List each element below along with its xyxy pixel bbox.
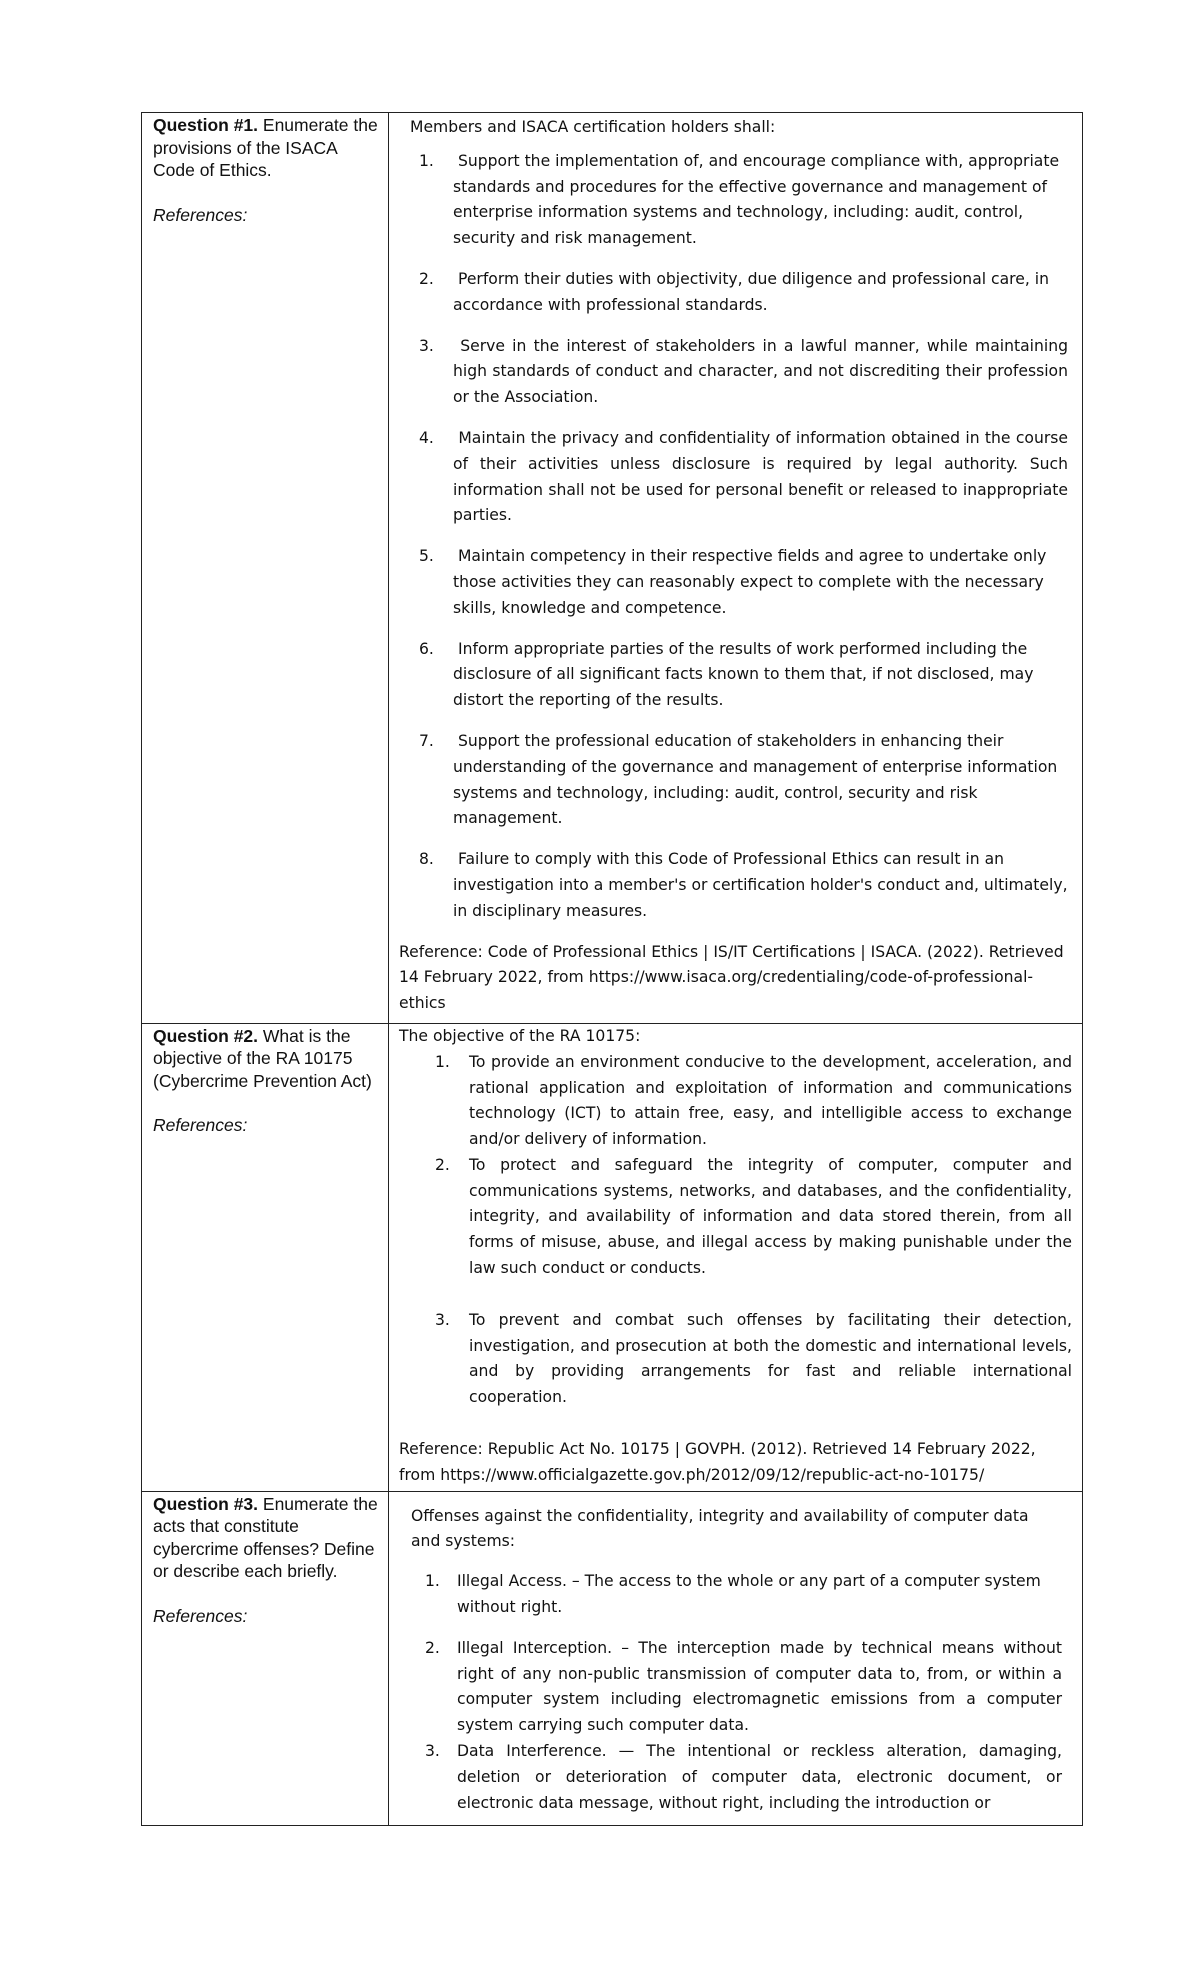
item-number: 2. bbox=[425, 1638, 440, 1657]
question-box bbox=[142, 113, 388, 226]
list-item bbox=[389, 1739, 1062, 1816]
references-label: References: bbox=[153, 204, 248, 225]
question-label: Question #1. bbox=[153, 115, 259, 135]
question-cell bbox=[142, 1023, 389, 1491]
item-number: 2. bbox=[419, 269, 434, 288]
table-row bbox=[142, 1023, 1083, 1491]
list-item bbox=[399, 1050, 1072, 1153]
list-item bbox=[389, 1569, 1062, 1621]
item-text: Maintain the privacy and confidentiality of information obtained in the course of their activities unless disclosure is required by legal authority. Such information shall not be used for personal benefit or released to inappropriate parties. bbox=[453, 428, 1068, 525]
answer-box bbox=[389, 113, 1082, 1023]
answer-box bbox=[389, 1492, 1082, 1817]
item-number: 3. bbox=[425, 1742, 440, 1761]
item-number: 1. bbox=[435, 1052, 450, 1071]
answer-intro: Offenses against the confidentiality, integrity and availability of computer data and systems: bbox=[411, 1506, 1029, 1551]
answer-cell bbox=[389, 1491, 1083, 1825]
item-text: Illegal Interception. – The interception made by technical means without right of any non-public transmission of computer data to, from, or within a computer system including electromagnetic emissions from a computer system carrying such computer data. bbox=[457, 1638, 1062, 1735]
list-item bbox=[399, 1308, 1072, 1411]
qa-table bbox=[141, 112, 1083, 1826]
list-item bbox=[399, 1153, 1072, 1282]
item-number: 6. bbox=[419, 639, 434, 658]
answer-list bbox=[399, 149, 1068, 925]
table-row bbox=[142, 1491, 1083, 1825]
question-text: Enumerate the provisions of the ISACA Code of Ethics. bbox=[153, 115, 378, 180]
item-number: 7. bbox=[419, 731, 434, 750]
list-item bbox=[369, 334, 1068, 411]
list-item bbox=[369, 729, 1068, 832]
item-text: Data Interference. — The intentional or reckless alteration, damaging, deletion or deterioration of computer data, electronic document, or electronic data message, without right, including the introduction or bbox=[457, 1742, 1062, 1812]
item-text: Failure to comply with this Code of Professional Ethics can result in an investigation into a member's or certification holder's conduct and, ultimately, in disciplinary measures. bbox=[453, 850, 1068, 920]
answer-intro: Members and ISACA certification holders shall: bbox=[410, 118, 776, 136]
item-text: Support the implementation of, and encourage compliance with, appropriate standards and procedures for the effective governance and management of enterprise information systems and technology, including: audit, control, security and risk management. bbox=[453, 151, 1060, 248]
item-number: 1. bbox=[425, 1572, 440, 1591]
item-number: 5. bbox=[419, 547, 434, 566]
list-item bbox=[369, 267, 1068, 319]
item-text: Serve in the interest of stakeholders in a lawful manner, while maintaining high standards of conduct and character, and not discrediting their profession or the Association. bbox=[453, 336, 1068, 407]
item-text: To prevent and combat such offenses by facilitating their detection, investigation, and prosecution at both the domestic and international levels, and by providing arrangements for fast and reliable international cooperation. bbox=[469, 1310, 1072, 1407]
question-label: Question #2. bbox=[153, 1025, 259, 1046]
question-box bbox=[142, 1492, 388, 1628]
list-item bbox=[389, 1636, 1062, 1739]
item-text: Perform their duties with objectivity, due diligence and professional care, in accordance with professional standards. bbox=[453, 269, 1049, 314]
list-item bbox=[369, 637, 1068, 714]
references-label: References: bbox=[153, 1605, 248, 1626]
table-row bbox=[142, 113, 1083, 1024]
references-label: References: bbox=[153, 1115, 248, 1136]
reference-text: Reference: Code of Professional Ethics | IS/IT Certifications | ISACA. (2022). Retrieved 14 February 2022, from https://www.isaca.org/credentialing/code-of-professional-ethics bbox=[399, 942, 1064, 1013]
answer-cell bbox=[389, 1023, 1083, 1491]
answer-list bbox=[399, 1050, 1072, 1411]
item-text: Support the professional education of stakeholders in enhancing their understanding of the governance and management of enterprise information systems and technology, including: audit, control, security and risk management. bbox=[453, 731, 1058, 828]
item-number: 2. bbox=[435, 1155, 450, 1174]
item-text: To protect and safeguard the integrity of computer, computer and communications systems, networks, and databases, and the confidentiality, integrity, and availability of information and data stored therein, from all forms of misuse, abuse, and illegal access by making punishable under the law such conduct or conducts. bbox=[469, 1155, 1072, 1278]
question-text: What is the objective of the RA 10175 (Cybercrime Prevention Act) bbox=[153, 1025, 372, 1091]
question-cell bbox=[142, 1491, 389, 1825]
list-item bbox=[369, 149, 1068, 252]
item-number: 8. bbox=[419, 850, 434, 869]
question-text: Enumerate the acts that constitute cybercrime offenses? Define or describe each briefly. bbox=[153, 1493, 378, 1582]
question-cell bbox=[142, 113, 389, 1024]
item-text: To provide an environment conducive to the development, acceleration, and rational application and exploitation of information and communications technology (ICT) to attain free, easy, and intelligible access to exchange and/or delivery of information. bbox=[469, 1052, 1072, 1149]
item-number: 3. bbox=[435, 1310, 450, 1329]
question-box bbox=[142, 1024, 388, 1137]
reference-text: Reference: Republic Act No. 10175 | GOVPH. (2012). Retrieved 14 February 2022, from https://www.officialgazette.gov.ph/2012/09/12/republic-act-no-10175/ bbox=[399, 1440, 1036, 1484]
list-item bbox=[369, 544, 1068, 621]
answer-box bbox=[389, 1024, 1082, 1491]
item-number: 1. bbox=[419, 151, 434, 170]
item-number: 3. bbox=[419, 336, 434, 355]
list-item bbox=[369, 426, 1068, 529]
question-label: Question #3. bbox=[153, 1493, 259, 1514]
list-item bbox=[369, 847, 1068, 924]
item-text: Inform appropriate parties of the results of work performed including the disclosure of all significant facts known to them that, if not disclosed, may distort the reporting of the results. bbox=[453, 639, 1034, 710]
answer-list bbox=[411, 1569, 1062, 1816]
item-text: Maintain competency in their respective fields and agree to undertake only those activities they can reasonably expect to complete with the necessary skills, knowledge and competence. bbox=[453, 547, 1047, 617]
item-text: Illegal Access. – The access to the whole or any part of a computer system without right. bbox=[457, 1572, 1041, 1617]
item-number: 4. bbox=[419, 428, 434, 447]
answer-intro: The objective of the RA 10175: bbox=[399, 1026, 641, 1045]
answer-cell bbox=[389, 113, 1083, 1024]
